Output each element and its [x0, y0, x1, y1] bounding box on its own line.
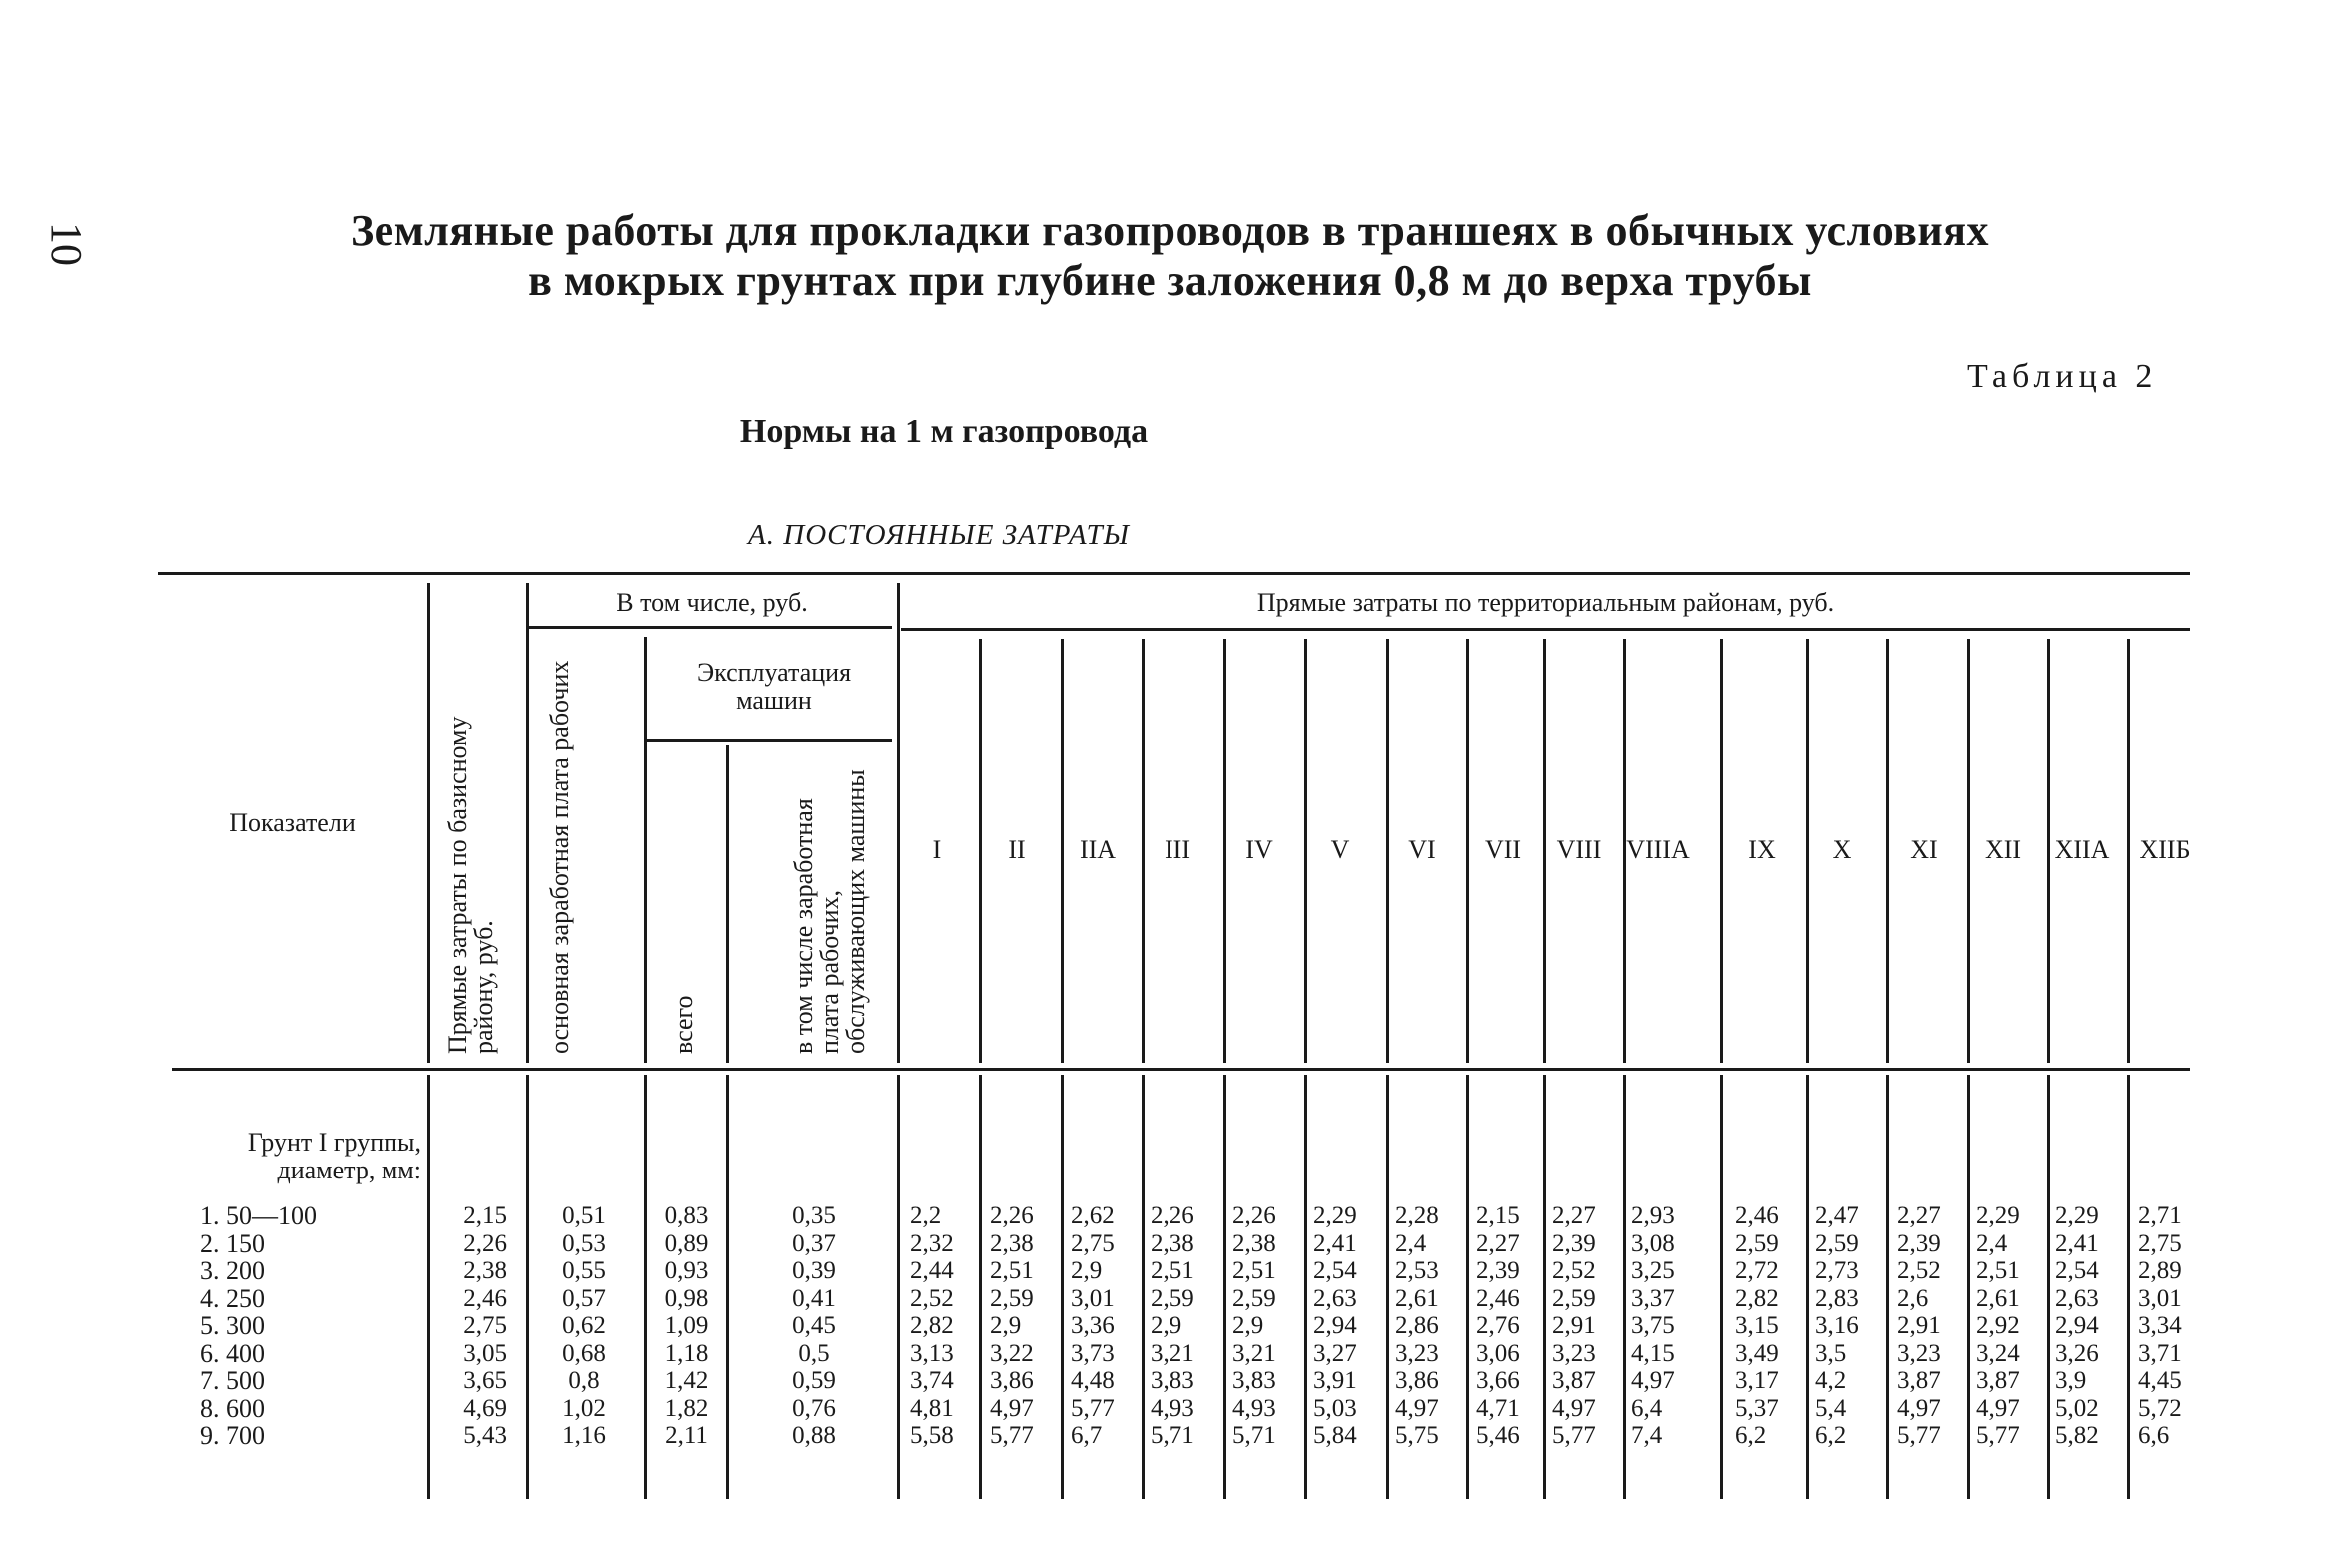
- table-cell: 2,27: [1897, 1202, 1941, 1229]
- table-cell: 4,71: [1476, 1394, 1520, 1422]
- table-cell: 4,48: [1071, 1367, 1115, 1394]
- table-cell: 3,26: [2055, 1339, 2099, 1367]
- table-cell: 3,87: [1897, 1367, 1941, 1394]
- table-cell: 0,8: [568, 1367, 600, 1394]
- table-cell: 3,25: [1631, 1257, 1675, 1284]
- table-cell: 1,09: [664, 1312, 709, 1339]
- table-cell: 3,01: [2138, 1284, 2182, 1312]
- table-cell: 0,93: [664, 1257, 709, 1284]
- table-cell: 4,81: [910, 1394, 954, 1422]
- table-cell: 3,21: [1151, 1339, 1194, 1367]
- table-cell: 2,53: [1395, 1257, 1439, 1284]
- table-cell: 2,89: [2138, 1257, 2182, 1284]
- table-cell: 0,39: [792, 1257, 836, 1284]
- table-cell: 0,53: [562, 1229, 606, 1257]
- region-column: [1976, 1202, 2054, 1450]
- region-column: [990, 1202, 1068, 1450]
- table-cell: 0,88: [792, 1422, 836, 1449]
- region-header: V: [1330, 835, 1350, 864]
- table-cell: 2,38: [990, 1229, 1034, 1257]
- table-cell: 3,23: [1395, 1339, 1439, 1367]
- table-cell: 2,11: [665, 1422, 708, 1449]
- table-cell: 2,76: [1476, 1312, 1520, 1339]
- table-cell: 0,41: [792, 1284, 836, 1312]
- table-cell: 3,22: [990, 1339, 1034, 1367]
- regions-header: Прямые затраты по территориальным районам, руб.: [1256, 588, 1835, 617]
- table-cell: 2,15: [1476, 1202, 1520, 1229]
- table-cell: 4,97: [1631, 1367, 1675, 1394]
- table-cell: 5. 300: [200, 1311, 265, 1340]
- incl-wages-header: в том числе заработная плата рабочих, обслуживающих машины: [789, 769, 870, 1054]
- table-cell: 6,4: [1631, 1394, 1663, 1422]
- table-cell: 3,36: [1071, 1312, 1115, 1339]
- table-cell: 5,4: [1815, 1394, 1847, 1422]
- table-cell: 2,61: [1395, 1284, 1439, 1312]
- region-header: X: [1832, 835, 1852, 864]
- table-cell: 3,91: [1313, 1367, 1357, 1394]
- table-cell: 3,86: [990, 1367, 1034, 1394]
- table-cell: 6,6: [2138, 1422, 2170, 1449]
- table-cell: 1,42: [664, 1367, 709, 1394]
- table-cell: 2,51: [990, 1257, 1034, 1284]
- table-cell: 3,05: [463, 1339, 507, 1367]
- incl-header-rule: [526, 626, 892, 629]
- total-header: всего: [669, 995, 698, 1054]
- table-cell: 3,21: [1232, 1339, 1276, 1367]
- table-cell: 0,76: [792, 1394, 836, 1422]
- row-labels: [200, 1202, 399, 1450]
- table-cell: 2,9: [1151, 1312, 1182, 1339]
- table-cell: 2,39: [1897, 1229, 1941, 1257]
- table-cell: 1,16: [562, 1422, 606, 1449]
- table-cell: 3,73: [1071, 1339, 1115, 1367]
- body-divider: [897, 1075, 900, 1499]
- region-header: II: [1008, 835, 1026, 864]
- table-cell: 2,71: [2138, 1202, 2182, 1229]
- table-cell: 2,52: [1897, 1257, 1941, 1284]
- table-cell: 2,9: [990, 1312, 1022, 1339]
- table-cell: 2,51: [1232, 1257, 1276, 1284]
- table-cell: 3,66: [1476, 1367, 1520, 1394]
- table-cell: 2,94: [2055, 1312, 2099, 1339]
- region-header: III: [1165, 835, 1190, 864]
- table-cell: 2,46: [463, 1284, 507, 1312]
- group-label: Грунт I группы, диаметр, мм:: [247, 1128, 421, 1184]
- table-cell: 2,51: [1976, 1257, 2020, 1284]
- table-cell: 2,39: [1476, 1257, 1520, 1284]
- table-cell: 5,43: [463, 1422, 507, 1449]
- region-column: [1313, 1202, 1391, 1450]
- table-cell: 3,23: [1552, 1339, 1596, 1367]
- table-number: Таблица 2: [1967, 358, 2158, 394]
- table-cell: 2,59: [1151, 1284, 1194, 1312]
- table-cell: 3,74: [910, 1367, 954, 1394]
- table-cell: 2,26: [1232, 1202, 1276, 1229]
- table-cell: 5,77: [990, 1422, 1034, 1449]
- table-cell: 1,18: [664, 1339, 709, 1367]
- region-column: [1815, 1202, 1893, 1450]
- table-cell: 2,46: [1735, 1202, 1779, 1229]
- table-cell: 3,71: [2138, 1339, 2182, 1367]
- page-number: 10: [42, 222, 91, 266]
- table-cell: 0,45: [792, 1312, 836, 1339]
- table-cell: 2,63: [1313, 1284, 1357, 1312]
- table-cell: 3,24: [1976, 1339, 2020, 1367]
- table-cell: 3,5: [1815, 1339, 1847, 1367]
- table-cell: 5,03: [1313, 1394, 1357, 1422]
- table-cell: 2,44: [910, 1257, 954, 1284]
- table-cell: 5,77: [1552, 1422, 1596, 1449]
- table-cell: 0,83: [664, 1202, 709, 1229]
- table-cell: 2,52: [1552, 1257, 1596, 1284]
- table-cell: 8. 600: [200, 1393, 265, 1423]
- table-cell: 2,26: [1151, 1202, 1194, 1229]
- table-cell: 2,9: [1232, 1312, 1264, 1339]
- regions-header-rule: [901, 628, 2190, 631]
- table-cell: 2,91: [1897, 1312, 1941, 1339]
- region-divider: [1720, 1075, 1723, 1499]
- table-cell: 5,75: [1395, 1422, 1439, 1449]
- table-cell: 2,59: [1232, 1284, 1276, 1312]
- table-cell: 3,9: [2055, 1367, 2087, 1394]
- table-cell: 0,5: [798, 1339, 830, 1367]
- table-cell: 4,93: [1151, 1394, 1194, 1422]
- table-cell: 2,75: [1071, 1229, 1115, 1257]
- header-divider: [427, 583, 430, 1063]
- table-cell: 4. 250: [200, 1283, 265, 1313]
- table-cell: 4,69: [463, 1394, 507, 1422]
- table-cell: 2,15: [463, 1202, 507, 1229]
- indicators-header: Показатели: [229, 808, 356, 837]
- wages-header: основная заработная плата рабочих: [545, 660, 574, 1054]
- table-cell: 0,62: [562, 1312, 606, 1339]
- table-cell: 2,72: [1735, 1257, 1779, 1284]
- table-cell: 3,23: [1897, 1339, 1941, 1367]
- region-column: [1631, 1202, 1709, 1450]
- table-cell: 2,38: [463, 1257, 507, 1284]
- table-cell: 7,4: [1631, 1422, 1663, 1449]
- table-cell: 3,75: [1631, 1312, 1675, 1339]
- table-cell: 2,38: [1151, 1229, 1194, 1257]
- table-cell: 2,41: [1313, 1229, 1357, 1257]
- table-cell: 2,38: [1232, 1229, 1276, 1257]
- table-cell: 0,68: [562, 1339, 606, 1367]
- region-column: [1552, 1202, 1630, 1450]
- table-cell: 4,97: [1395, 1394, 1439, 1422]
- table-cell: 2,93: [1631, 1202, 1675, 1229]
- table-cell: 2,51: [1151, 1257, 1194, 1284]
- table-cell: 0,89: [664, 1229, 709, 1257]
- header-divider: [897, 583, 900, 1063]
- region-column: [1897, 1202, 1974, 1450]
- table-cell: 3,13: [910, 1339, 954, 1367]
- table-cell: 1,02: [562, 1394, 606, 1422]
- table-cell: 0,51: [562, 1202, 606, 1229]
- table-cell: 2,59: [1815, 1229, 1859, 1257]
- region-header: IX: [1748, 835, 1776, 864]
- table-cell: 0,55: [562, 1257, 606, 1284]
- table-cell: 5,02: [2055, 1394, 2099, 1422]
- table-cell: 2,54: [2055, 1257, 2099, 1284]
- table-cell: 3,65: [463, 1367, 507, 1394]
- table-cell: 2,29: [2055, 1202, 2099, 1229]
- table-cell: 4,15: [1631, 1339, 1675, 1367]
- table-cell: 5,58: [910, 1422, 954, 1449]
- table-cell: 5,77: [1071, 1394, 1115, 1422]
- region-header: XIIБ: [2139, 835, 2191, 864]
- table-cell: 2,4: [1395, 1229, 1427, 1257]
- table-cell: 2,59: [1552, 1284, 1596, 1312]
- table-cell: 2,29: [1313, 1202, 1357, 1229]
- table-cell: 3,27: [1313, 1339, 1357, 1367]
- table-cell: 7. 500: [200, 1366, 265, 1395]
- table-cell: 2,59: [990, 1284, 1034, 1312]
- table-cell: 3,83: [1232, 1367, 1276, 1394]
- table-cell: 2,83: [1815, 1284, 1859, 1312]
- table-cell: 9. 700: [200, 1421, 265, 1450]
- region-header: I: [932, 835, 942, 864]
- table-cell: 0,35: [792, 1202, 836, 1229]
- region-header: VII: [1484, 835, 1522, 864]
- table-cell: 2,47: [1815, 1202, 1859, 1229]
- table-cell: 3,87: [1976, 1367, 2020, 1394]
- table-cell: 4,97: [1897, 1394, 1941, 1422]
- title-line-1: Земляные работы для прокладки газопроводов в траншеях в обычных условиях: [350, 206, 1990, 255]
- table-cell: 3,34: [2138, 1312, 2182, 1339]
- header-divider: [526, 583, 529, 1063]
- table-cell: 2,4: [1976, 1229, 2008, 1257]
- table-cell: 4,97: [1552, 1394, 1596, 1422]
- direct-base-header: Прямые затраты по базисному району, руб.: [443, 716, 498, 1054]
- region-column: [1151, 1202, 1228, 1450]
- table-cell: 2,92: [1976, 1312, 2020, 1339]
- table-cell: 2,54: [1313, 1257, 1357, 1284]
- table-cell: 3,15: [1735, 1312, 1779, 1339]
- table-cell: 2,75: [463, 1312, 507, 1339]
- table-cell: 2,39: [1552, 1229, 1596, 1257]
- operation-header-rule: [647, 739, 892, 742]
- table-cell: 2,26: [463, 1229, 507, 1257]
- region-header: XI: [1910, 835, 1938, 864]
- table-cell: 6,7: [1071, 1422, 1103, 1449]
- table-cell: 6,2: [1735, 1422, 1767, 1449]
- table-cell: 3,16: [1815, 1312, 1859, 1339]
- table-cell: 3,87: [1552, 1367, 1596, 1394]
- incl-header: В том числе, руб.: [616, 588, 808, 617]
- table-cell: 2,82: [1735, 1284, 1779, 1312]
- table-cell: 2,32: [910, 1229, 954, 1257]
- table-cell: 3,17: [1735, 1367, 1779, 1394]
- table-cell: 6,2: [1815, 1422, 1847, 1449]
- table-cell: 2,94: [1313, 1312, 1357, 1339]
- table-cell: 2,2: [910, 1202, 942, 1229]
- table-cell: 3,83: [1151, 1367, 1194, 1394]
- table-cell: 5,71: [1151, 1422, 1194, 1449]
- table-cell: 0,59: [792, 1367, 836, 1394]
- total-column: [649, 1202, 724, 1450]
- region-column: [2055, 1202, 2133, 1450]
- table-cell: 5,77: [1897, 1422, 1941, 1449]
- table-cell: 5,71: [1232, 1422, 1276, 1449]
- table-cell: 2,46: [1476, 1284, 1520, 1312]
- table-cell: 6. 400: [200, 1338, 265, 1368]
- table-cell: 4,93: [1232, 1394, 1276, 1422]
- table-cell: 3,06: [1476, 1339, 1520, 1367]
- section-title: А. ПОСТОЯННЫЕ ЗАТРАТЫ: [748, 519, 1130, 551]
- table-cell: 5,77: [1976, 1422, 2020, 1449]
- region-header: XIIA: [2054, 835, 2110, 864]
- region-header: XII: [1984, 835, 2022, 864]
- title-line-2: в мокрых грунтах при глубине заложения 0,8 м до верха трубы: [528, 256, 1812, 305]
- table-cell: 5,72: [2138, 1394, 2182, 1422]
- body-divider: [526, 1075, 529, 1499]
- region-column: [1735, 1202, 1813, 1450]
- table-cell: 0,98: [664, 1284, 709, 1312]
- table-cell: 2,52: [910, 1284, 954, 1312]
- machine-wages-column: [759, 1202, 869, 1450]
- header-divider: [726, 745, 729, 1063]
- region-header: VIIIA: [1626, 835, 1690, 864]
- body-divider: [726, 1075, 729, 1499]
- region-header: IIA: [1079, 835, 1117, 864]
- table-cell: 3,01: [1071, 1284, 1115, 1312]
- table-cell: 5,46: [1476, 1422, 1520, 1449]
- wages-column: [539, 1202, 629, 1450]
- table-cell: 1. 50—100: [200, 1201, 317, 1230]
- table-cell: 2,63: [2055, 1284, 2099, 1312]
- table-cell: 5,37: [1735, 1394, 1779, 1422]
- table-cell: 2,86: [1395, 1312, 1439, 1339]
- table-cell: 2,62: [1071, 1202, 1115, 1229]
- table-cell: 3,37: [1631, 1284, 1675, 1312]
- body-divider: [644, 1075, 647, 1499]
- region-column: [2138, 1202, 2216, 1450]
- region-column: [910, 1202, 988, 1450]
- table-cell: 2,26: [990, 1202, 1034, 1229]
- table-cell: 3. 200: [200, 1256, 265, 1285]
- table-cell: 2,27: [1476, 1229, 1520, 1257]
- table-cell: 2,29: [1976, 1202, 2020, 1229]
- region-column: [1395, 1202, 1473, 1450]
- table-cell: 2,61: [1976, 1284, 2020, 1312]
- table-cell: 0,57: [562, 1284, 606, 1312]
- table-cell: 2,59: [1735, 1229, 1779, 1257]
- table-subtitle: Нормы на 1 м газопровода: [739, 413, 1149, 450]
- table-cell: 4,97: [990, 1394, 1034, 1422]
- region-header: VIII: [1556, 835, 1602, 864]
- table-cell: 2,75: [2138, 1229, 2182, 1257]
- table-cell: 2,28: [1395, 1202, 1439, 1229]
- table-cell: 3,49: [1735, 1339, 1779, 1367]
- table-cell: 2,41: [2055, 1229, 2099, 1257]
- table-cell: 4,97: [1976, 1394, 2020, 1422]
- table-cell: 5,84: [1313, 1422, 1357, 1449]
- table-cell: 4,2: [1815, 1367, 1847, 1394]
- header-divider: [644, 637, 647, 1063]
- table-cell: 1,82: [664, 1394, 709, 1422]
- table-cell: 5,82: [2055, 1422, 2099, 1449]
- page-title: [0, 206, 2340, 306]
- table-cell: 3,86: [1395, 1367, 1439, 1394]
- table-cell: 2. 150: [200, 1228, 265, 1258]
- operation-header: Эксплуатация машин: [696, 658, 852, 715]
- table-cell: 4,45: [2138, 1367, 2182, 1394]
- region-header: IV: [1245, 835, 1273, 864]
- table-cell: 2,82: [910, 1312, 954, 1339]
- header-bottom-rule: [172, 1068, 2190, 1071]
- table-cell: 2,27: [1552, 1202, 1596, 1229]
- region-header: VI: [1408, 835, 1436, 864]
- region-column: [1476, 1202, 1554, 1450]
- table-top-rule: [158, 572, 2190, 575]
- table-cell: 2,6: [1897, 1284, 1929, 1312]
- table-cell: 2,91: [1552, 1312, 1596, 1339]
- table-cell: 2,73: [1815, 1257, 1859, 1284]
- table-cell: 3,08: [1631, 1229, 1675, 1257]
- table-cell: 0,37: [792, 1229, 836, 1257]
- region-column: [1232, 1202, 1310, 1450]
- region-column: [1071, 1202, 1149, 1450]
- base-column: [429, 1202, 507, 1450]
- table-cell: 2,9: [1071, 1257, 1103, 1284]
